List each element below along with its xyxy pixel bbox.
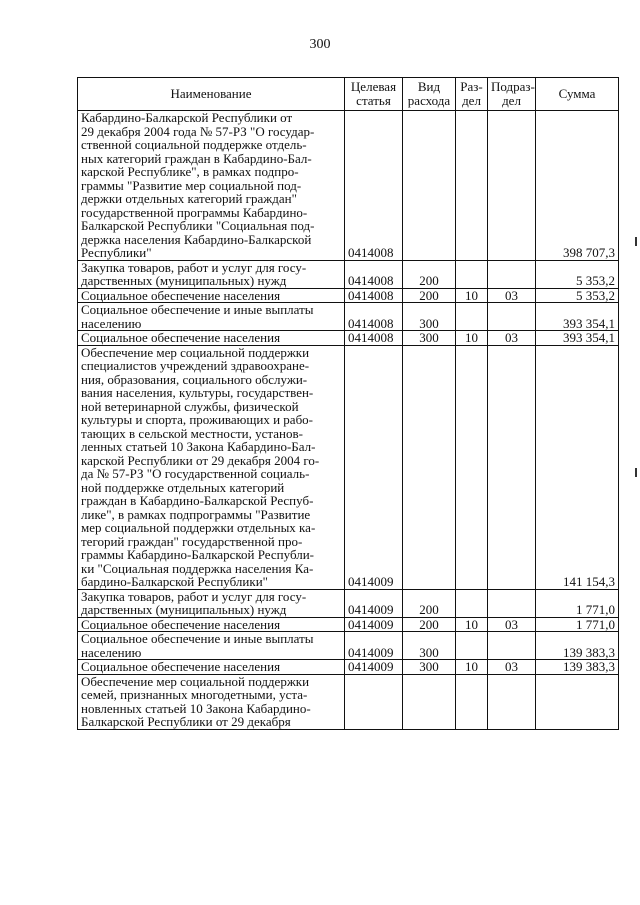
cell-subsection [488, 345, 536, 589]
cell-section [456, 111, 488, 261]
cell-amount: 393 354,1 [536, 331, 619, 346]
cell-subsection: 03 [488, 617, 536, 632]
cell-expense-type: 200 [403, 589, 456, 617]
cell-name: Обеспечение мер социальной поддержки специалистов учреждений здравоохране- ния, образования, социального обслужи- вания населения, культуры, государствен- ной ветеринарной службы, физической культуры и спорта, проживающих и рабо- тающих в сельской местности, установ- ленных статьей 10 Закона Кабардино-Бал- карской Республики от 29 декабря 2004 го- да № 57-РЗ "О государственной социаль- ной поддержке отдельных категорий граждан в Кабардино-Балкарской Респуб- лике", в рамках подпрограммы "Развитие мер социальной поддержки отдельных ка- тегорий граждан" государственной про- граммы Кабардино-Балкарской Республи- ки "Социальная поддержка населения Ка- бардино-Балкарской Республики" [78, 345, 345, 589]
cell-section [456, 260, 488, 288]
cell-amount [536, 674, 619, 729]
cell-expense-type: 300 [403, 660, 456, 675]
header-amount: Сумма [536, 78, 619, 111]
cell-target-article: 0414008 [345, 303, 403, 331]
header-section: Раз- дел [456, 78, 488, 111]
cell-subsection [488, 260, 536, 288]
cell-amount: 5 353,2 [536, 260, 619, 288]
cell-name: Кабардино-Балкарской Республики от 29 декабря 2004 года № 57-РЗ "О государ- ственной социальной поддержке отдель- ных категорий граждан в Кабардино-Бал- карской Республике", в рамках подпро- граммы "Развитие мер социальной под- держки отдельных категорий граждан" государственной программы Кабардино- Балкарской Республики "Социальная под- держка населения Кабардино-Балкарской Республики" [78, 111, 345, 261]
cell-name: Закупка товаров, работ и услуг для госу- дарственных (муниципальных) нужд [78, 260, 345, 288]
table-row [78, 111, 619, 261]
cell-expense-type: 300 [403, 331, 456, 346]
cell-section [456, 674, 488, 729]
cell-expense-type: 200 [403, 617, 456, 632]
cell-expense-type [403, 674, 456, 729]
cell-section: 10 [456, 331, 488, 346]
cell-subsection [488, 674, 536, 729]
cell-subsection [488, 303, 536, 331]
cell-expense-type: 300 [403, 632, 456, 660]
cell-subsection [488, 589, 536, 617]
cell-target-article: 0414008 [345, 111, 403, 261]
cell-target-article: 0414009 [345, 632, 403, 660]
cell-target-article: 0414008 [345, 288, 403, 303]
cell-expense-type [403, 111, 456, 261]
cell-expense-type: 200 [403, 260, 456, 288]
table-row [78, 660, 619, 675]
cell-name: Социальное обеспечение населения [78, 617, 345, 632]
scan-edge-mark [635, 237, 637, 246]
table-row [78, 260, 619, 288]
cell-section: 10 [456, 288, 488, 303]
cell-section [456, 632, 488, 660]
cell-section [456, 589, 488, 617]
cell-name: Социальное обеспечение населения [78, 660, 345, 675]
cell-amount: 1 771,0 [536, 617, 619, 632]
table-row [78, 345, 619, 589]
cell-target-article: 0414009 [345, 589, 403, 617]
cell-target-article: 0414009 [345, 617, 403, 632]
cell-subsection [488, 111, 536, 261]
table-header-row [78, 78, 619, 111]
cell-expense-type: 200 [403, 288, 456, 303]
cell-target-article: 0414009 [345, 345, 403, 589]
table-row [78, 331, 619, 346]
cell-section [456, 303, 488, 331]
table-row [78, 288, 619, 303]
cell-name: Обеспечение мер социальной поддержки семей, признанных многодетными, уста- новленных статьей 10 Закона Кабардино- Балкарской Республики от 29 декабря [78, 674, 345, 729]
cell-section: 10 [456, 617, 488, 632]
table-row [78, 303, 619, 331]
cell-amount: 398 707,3 [536, 111, 619, 261]
cell-name: Социальное обеспечение и иные выплаты населению [78, 632, 345, 660]
table-row [78, 674, 619, 729]
scan-edge-mark [635, 468, 637, 477]
cell-amount: 139 383,3 [536, 632, 619, 660]
cell-section [456, 345, 488, 589]
cell-target-article [345, 674, 403, 729]
cell-amount: 139 383,3 [536, 660, 619, 675]
header-subsection: Подраз- дел [488, 78, 536, 111]
page-number: 300 [309, 37, 331, 52]
header-target-article: Целевая статья [345, 78, 403, 111]
cell-expense-type: 300 [403, 303, 456, 331]
cell-amount: 141 154,3 [536, 345, 619, 589]
cell-subsection [488, 632, 536, 660]
header-expense-type: Вид расхода [403, 78, 456, 111]
cell-name: Закупка товаров, работ и услуг для госу- дарственных (муниципальных) нужд [78, 589, 345, 617]
cell-subsection: 03 [488, 331, 536, 346]
cell-section: 10 [456, 660, 488, 675]
cell-target-article: 0414008 [345, 331, 403, 346]
cell-subsection: 03 [488, 660, 536, 675]
cell-subsection: 03 [488, 288, 536, 303]
cell-amount: 1 771,0 [536, 589, 619, 617]
budget-table [77, 77, 619, 730]
cell-name: Социальное обеспечение населения [78, 288, 345, 303]
cell-expense-type [403, 345, 456, 589]
table-row [78, 617, 619, 632]
table-row [78, 589, 619, 617]
header-name: Наименование [78, 78, 345, 111]
cell-target-article: 0414009 [345, 660, 403, 675]
cell-target-article: 0414008 [345, 260, 403, 288]
cell-amount: 393 354,1 [536, 303, 619, 331]
table-row [78, 632, 619, 660]
cell-name: Социальное обеспечение населения [78, 331, 345, 346]
cell-name: Социальное обеспечение и иные выплаты населению [78, 303, 345, 331]
cell-amount: 5 353,2 [536, 288, 619, 303]
